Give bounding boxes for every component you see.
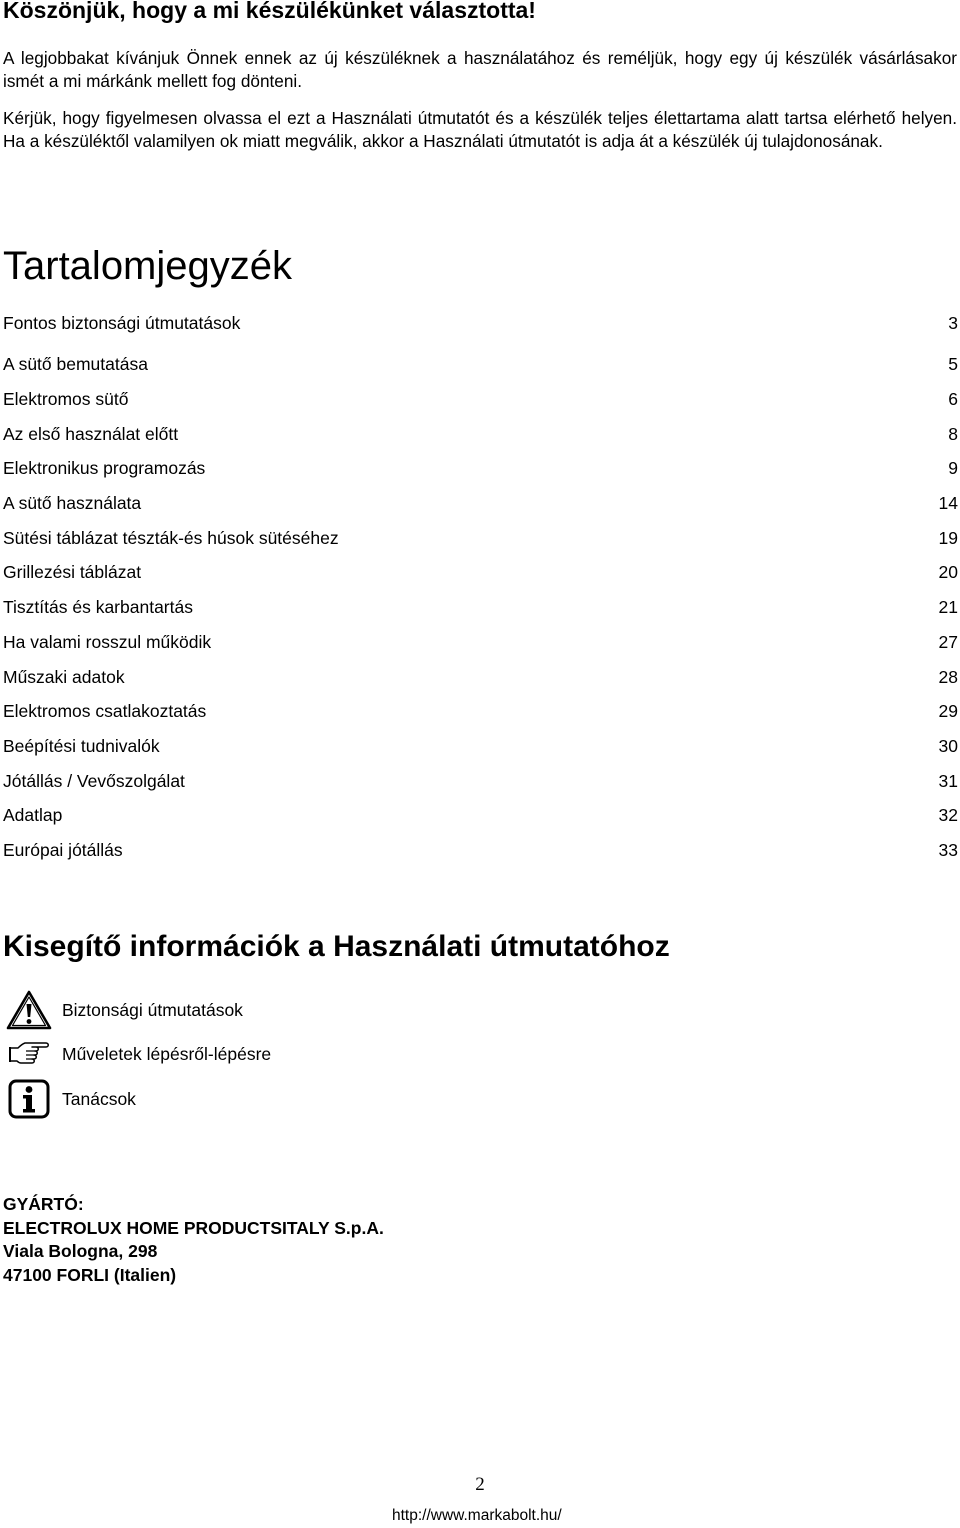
toc-entry-label: A sütő használata <box>3 493 142 513</box>
legend-label: Biztonsági útmutatások <box>62 1000 243 1020</box>
toc-entry-page: 21 <box>938 597 958 617</box>
toc-entry[interactable] <box>3 699 958 723</box>
intro-paragraph-1: A legjobbakat kívánjuk Önnek ennek az új készüléknek a használatához és reméljük, hogy egy új készülék vásárlásakor ismét a mi márkánk mellett fog dönteni. <box>3 48 957 91</box>
toc-entry[interactable] <box>3 769 958 793</box>
toc-entry-label: Elektronikus programozás <box>3 458 206 478</box>
legend-steps <box>4 1031 604 1077</box>
toc-entry-page: 19 <box>938 528 958 548</box>
toc-entry-page: 27 <box>938 632 958 652</box>
toc-entry-label: A sütő bemutatása <box>3 354 148 374</box>
toc-entry-page: 6 <box>948 389 958 409</box>
welcome-title: Köszönjük, hogy a mi készülékünket választotta! <box>3 0 536 23</box>
toc-entry-page: 31 <box>938 771 958 791</box>
toc-entry[interactable] <box>3 803 958 827</box>
toc-entry-page: 9 <box>948 458 958 478</box>
legend-label: Tanácsok <box>62 1089 136 1109</box>
toc-entry-page: 30 <box>938 736 958 756</box>
toc-entry-page: 14 <box>938 493 958 513</box>
toc-entry[interactable] <box>3 526 958 550</box>
toc-entry[interactable] <box>3 595 958 619</box>
pointing-hand-icon <box>4 1031 54 1077</box>
info-icon <box>4 1076 54 1122</box>
toc-entry-page: 32 <box>938 805 958 825</box>
toc-entry-label: Elektromos csatlakoztatás <box>3 701 207 721</box>
warning-triangle-icon <box>4 987 54 1033</box>
toc-entry-page: 33 <box>938 840 958 860</box>
manufacturer-company: ELECTROLUX HOME PRODUCTSITALY S.p.A. <box>3 1217 384 1238</box>
intro-paragraph-2: Kérjük, hogy figyelmesen olvassa el ezt a Használati útmutatót és a készülék teljes élettartama alatt tartsa elérhető helyen. Ha a készüléktől valamilyen ok miatt megválik, akkor a Használati útmutatót is adja át a készülék új tulajdonosának. <box>3 108 957 151</box>
toc-entry-page: 5 <box>948 354 958 374</box>
help-section-title: Kisegítő információk a Használati útmutatóhoz <box>3 930 670 963</box>
toc-entry-label: Sütési táblázat tészták-és húsok sütéséhez <box>3 528 339 548</box>
footer-url[interactable]: http://www.markabolt.hu/ <box>392 1507 562 1524</box>
toc-entry[interactable] <box>3 422 958 446</box>
toc-entry-label: Jótállás / Vevőszolgálat <box>3 771 185 791</box>
toc-entry[interactable] <box>3 311 958 335</box>
legend-safety <box>4 987 604 1033</box>
toc-entry[interactable] <box>3 665 958 689</box>
toc-entry-page: 8 <box>948 424 958 444</box>
toc-entry-label: Elektromos sütő <box>3 389 129 409</box>
legend-tips <box>4 1076 604 1122</box>
manufacturer-street: Viala Bologna, 298 <box>3 1241 158 1261</box>
toc-entry[interactable] <box>3 491 958 515</box>
toc-entry-label: Tisztítás és karbantartás <box>3 597 193 617</box>
page-number: 2 <box>475 1474 485 1495</box>
toc-entry[interactable] <box>3 456 958 480</box>
toc-entry-page: 20 <box>938 562 958 582</box>
toc-entry-page: 3 <box>948 313 958 333</box>
toc-entry-label: Grillezési táblázat <box>3 562 142 582</box>
toc-entry-label: Európai jótállás <box>3 840 123 860</box>
toc-entry[interactable] <box>3 630 958 654</box>
toc-entry[interactable] <box>3 734 958 758</box>
toc-entry-label: Ha valami rosszul működik <box>3 632 212 652</box>
toc-entry-page: 28 <box>938 667 958 687</box>
toc-entry[interactable] <box>3 838 958 862</box>
toc-entry-label: Adatlap <box>3 805 63 825</box>
toc-entry-label: Beépítési tudnivalók <box>3 736 160 756</box>
manufacturer-city: 47100 FORLI (Italien) <box>3 1264 177 1285</box>
toc-entry-label: Az első használat előtt <box>3 424 179 444</box>
manufacturer-heading: GYÁRTÓ: <box>3 1194 84 1214</box>
toc-entry[interactable] <box>3 387 958 411</box>
toc-entry-label: Fontos biztonsági útmutatások <box>3 313 241 333</box>
toc-entry[interactable] <box>3 560 958 584</box>
toc-entry-page: 29 <box>938 701 958 721</box>
legend-label: Műveletek lépésről-lépésre <box>62 1044 272 1064</box>
toc-title: Tartalomjegyzék <box>3 244 293 288</box>
toc-entry[interactable] <box>3 352 958 376</box>
toc-entry-label: Műszaki adatok <box>3 667 125 687</box>
manufacturer-block <box>3 1193 384 1287</box>
